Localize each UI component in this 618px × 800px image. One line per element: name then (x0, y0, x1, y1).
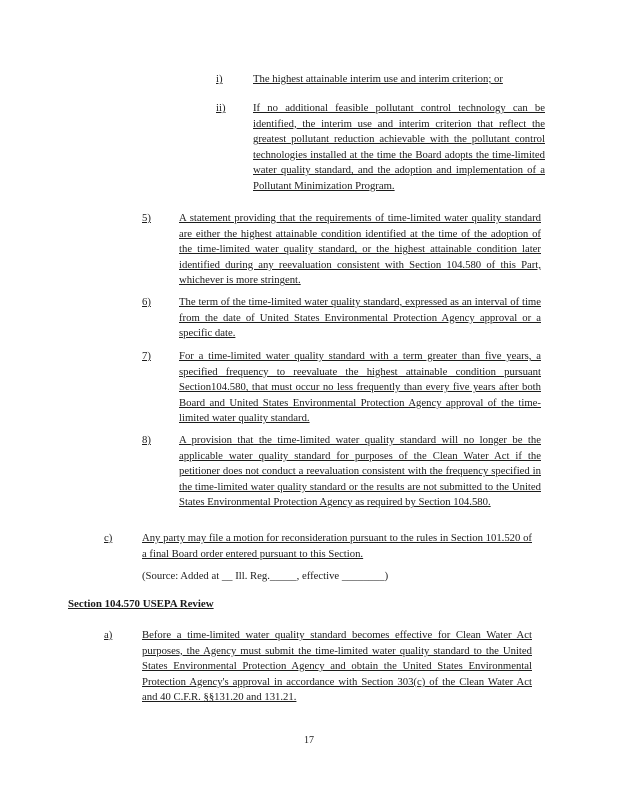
item-5-text: A statement providing that the requirements of time-limited water quality standard are either the highest attainable condition identified at the time of the adoption of the time-limited water quality standard, or the highest attainable condition later identified during any reevaluation consistent with Section 104.580 of this Part, whichever is more stringent. (179, 212, 541, 287)
item-7-marker: 7) (142, 350, 151, 362)
section-heading: Section 104.570 USEPA Review (68, 598, 214, 610)
item-i-marker: i) (216, 73, 223, 85)
source-note: (Source: Added at __ Ill. Reg._____, effective ________) (142, 570, 389, 582)
item-c-text: Any party may file a motion for reconsideration pursuant to the rules in Section 101.520 of a final Board order entered pursuant to this Section. (142, 532, 532, 560)
section-a-text: Before a time-limited water quality standard becomes effective for Clean Water Act purposes, the Agency must submit the time-limited water quality standard to the United States Environmental Protection Agency and obtain the United States Environmental Protection Agency's approval in accordance with Section 303(c) of the Clean Water Act and 40 C.F.R. §§131.20 and 131.21. (142, 629, 532, 704)
page-number: 17 (304, 735, 314, 746)
section-a-marker: a) (104, 629, 113, 641)
item-8-text: A provision that the time-limited water quality standard will no longer be the applicable water quality standard for purposes of the Clean Water Act if the petitioner does not conduct a reevaluation consistent with the frequency specified in the time-limited water quality standard or the results are not submitted to the United States Environmental Protection Agency as required by Section 104.580. (179, 434, 541, 509)
item-c-marker: c) (104, 532, 113, 544)
item-5-marker: 5) (142, 212, 151, 224)
item-ii-marker: ii) (216, 102, 226, 114)
item-6-marker: 6) (142, 296, 151, 308)
item-8-marker: 8) (142, 434, 151, 446)
item-i-text: The highest attainable interim use and interim criterion; or (253, 73, 503, 85)
item-ii-text: If no additional feasible pollutant control technology can be identified, the interim use and interim criterion that reflect the greatest pollutant reduction achievable with the pollutant control technologies installed at the time the Board adopts the time-limited water quality standard, and the adoption and implementation of a Pollutant Minimization Program. (253, 102, 545, 192)
item-7-text: For a time-limited water quality standard with a term greater than five years, a specified frequency to reevaluate the highest attainable condition pursuant Section104.580, that must occur no less frequently than every five years after both Board and United States Environmental Protection Agency approval of the time-limited water quality standard. (179, 350, 541, 425)
item-6-text: The term of the time-limited water quality standard, expressed as an interval of time from the date of United States Environmental Protection Agency approval or a specific date. (179, 296, 541, 340)
